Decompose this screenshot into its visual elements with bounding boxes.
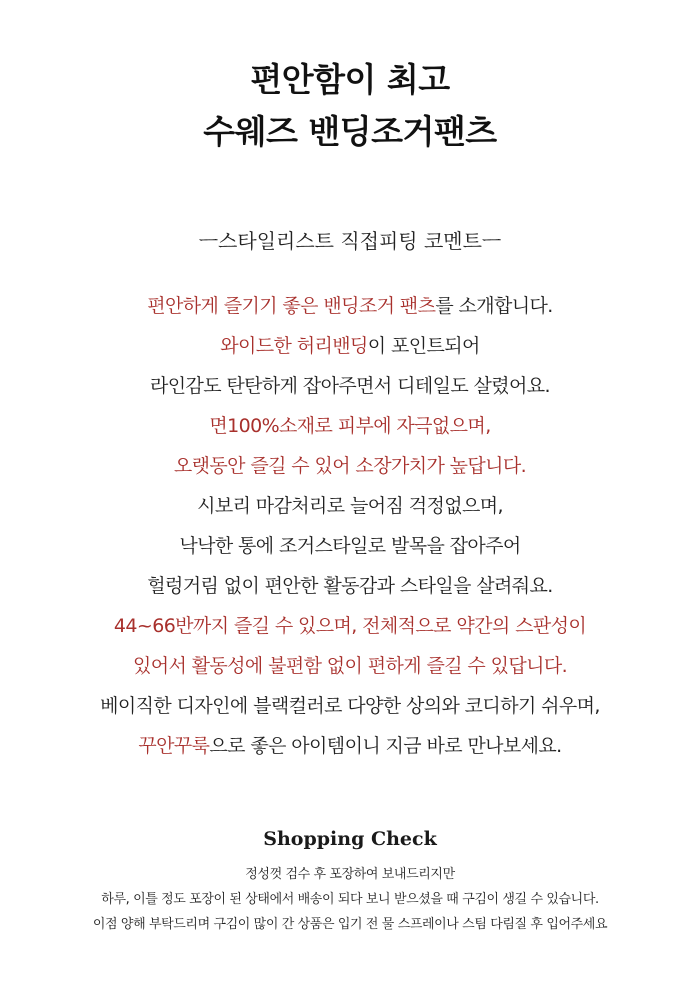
page-title-line-1: 편안함이 최고: [250, 60, 450, 99]
comment-text: 이 포인트되어: [367, 335, 480, 357]
comment-line: [0, 686, 700, 726]
comment-line: [0, 526, 700, 566]
comment-text: 라인감도 탄탄하게 잡아주면서 디테일도 살렸어요.: [149, 375, 551, 397]
comment-highlight: 오랫동안 즐길 수 있어 소장가치가 높답니다.: [173, 455, 527, 477]
stylist-comment-list: [0, 286, 700, 766]
comment-line: [0, 286, 700, 326]
comment-highlight: 와이드한 허리밴딩: [220, 335, 368, 357]
comment-text: 베이직한 디자인에 블랙컬러로 다양한 상의와 코디하기 쉬우며,: [100, 695, 600, 717]
comment-text: 시보리 마감처리로 늘어짐 걱정없으며,: [197, 495, 503, 517]
comment-highlight: 꾸안꾸룩: [138, 735, 210, 757]
comment-text: 으로 좋은 아이템이니 지금 바로 만나보세요.: [209, 735, 562, 757]
comment-line: [0, 446, 700, 486]
comment-line: [0, 566, 700, 606]
stylist-comment-heading: ㅡ스타일리스트 직접피팅 코멘트ㅡ: [198, 229, 502, 253]
comment-line: [0, 366, 700, 406]
comment-highlight: 면100%소재로 피부에 자극없으며,: [209, 415, 491, 437]
shopping-check-heading: Shopping Check: [263, 828, 437, 850]
comment-text: 헐렁거림 없이 편안한 활동감과 스타일을 살려줘요.: [147, 575, 553, 597]
notice-line: 이점 양해 부탁드리며 구김이 많이 간 상품은 입기 전 물 스프레이나 스팀 다림질 후 입어주세요: [92, 917, 608, 932]
comment-highlight: 편안하게 즐기기 좋은 밴딩조거 팬츠: [147, 295, 436, 317]
comment-line: [0, 326, 700, 366]
notice-line: 하루, 이틀 정도 포장이 된 상태에서 배송이 되다 보니 받으셨을 때 구김이 생길 수 있습니다.: [101, 892, 599, 907]
comment-line: [0, 406, 700, 446]
shopping-check-notice: [0, 862, 700, 937]
notice-line: 정성껏 검수 후 포장하여 보내드리지만: [245, 867, 455, 882]
comment-line: [0, 726, 700, 766]
comment-line: [0, 486, 700, 526]
comment-highlight: 있어서 활동성에 불편함 없이 편하게 즐길 수 있답니다.: [132, 655, 568, 677]
comment-text: 를 소개합니다.: [435, 295, 553, 317]
comment-highlight: 44~66반까지 즐길 수 있으며, 전체적으로 약간의 스판성이: [113, 615, 587, 637]
comment-line: [0, 646, 700, 686]
comment-line: [0, 606, 700, 646]
page-title-line-2: 수웨즈 밴딩조거팬츠: [203, 112, 497, 151]
comment-text: 낙낙한 통에 조거스타일로 발목을 잡아주어: [179, 535, 521, 557]
